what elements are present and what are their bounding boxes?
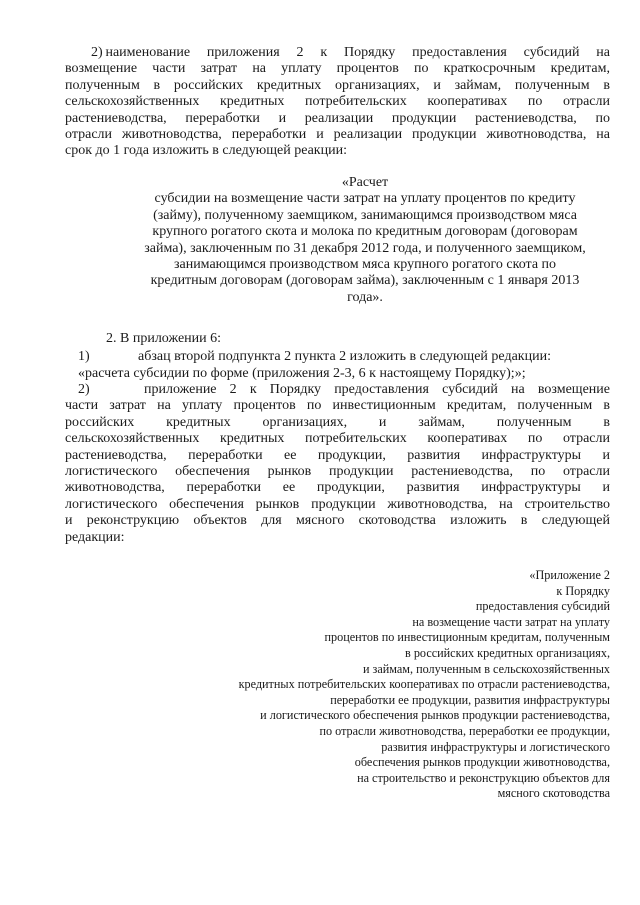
annex-line: процентов по инвестиционным кредитам, полученным — [324, 630, 610, 645]
paragraph-annex2-replacement — [65, 382, 610, 546]
text-line: срок до 1 года изложить в следующей реакции: — [65, 143, 347, 159]
annex-header — [190, 568, 610, 802]
text-line — [65, 382, 610, 398]
subitem-1-continuation: «расчета субсидии по форме (приложения 2-3, 6 к настоящему Порядку);»; — [78, 366, 526, 381]
text-line: логистического обеспечения рынков продукции растениеводства, по отрасли — [65, 464, 610, 480]
paragraph-annex2-title-change — [65, 45, 610, 160]
text-line: логистического обеспечения рынков продукции животноводства, на строительство — [65, 496, 610, 512]
title-line: «Расчет — [341, 175, 389, 190]
text-line: части затрат на уплату процентов по инвестиционным кредитам, полученным в — [65, 398, 610, 414]
annex-line: кредитных потребительских кооперативах по отрасли растениеводства, — [238, 677, 610, 692]
annex-line: и логистического обеспечения рынков продукции растениеводства, — [260, 708, 610, 723]
annex-line: в российских кредитных организациях, — [405, 645, 610, 660]
text-line: растениеводства, переработки ее продукции, развития инфраструктуры и — [65, 447, 610, 463]
annex-line: предоставления субсидий — [475, 599, 610, 614]
annex-line: к Порядку — [556, 583, 610, 598]
text-line: сельскохозяйственных кредитных потребительских кооперативах по отрасли — [65, 431, 610, 447]
title-line: займа), заключенным по 31 декабря 2012 года, и полученного заемщиком, — [144, 240, 586, 256]
subitem-text: абзац второй подпункта 2 пункта 2 изложить в следующей редакции: — [138, 349, 551, 364]
text-line: полученным в российских кредитных организациях, и займам, полученным в — [65, 77, 610, 93]
text-line: растениеводства, переработки и реализации продукции растениеводства, по — [65, 110, 610, 126]
annex-line: «Приложение 2 — [529, 568, 610, 582]
title-line: занимающимся производством мяса крупного рогатого скота по — [173, 257, 557, 273]
annex-line: и займам, полученным в сельскохозяйственных — [362, 661, 610, 676]
text-line: отрасли животноводства, переработки и реализации продукции животноводства, на — [65, 127, 610, 143]
annex-line: развития инфраструктуры и логистического — [381, 739, 610, 754]
text-line: возмещение части затрат на уплату процентов по краткосрочным кредитам, — [65, 61, 610, 77]
subitem-number: 2) — [78, 382, 90, 397]
text-line: и реконструкцию объектов для мясного скотоводства изложить в следующей — [65, 513, 610, 529]
text-line: сельскохозяйственных кредитных потребительских кооперативах по отрасли — [65, 94, 610, 110]
item-2-heading: 2. В приложении 6: — [106, 331, 222, 346]
title-line: кредитным договорам (договорам займа), заключенным с 1 января 2013 — [150, 273, 580, 289]
text-line: редакции: — [65, 529, 125, 545]
annex-line: мясного скотоводства — [497, 786, 610, 801]
annex-line: на возмещение части затрат на уплату — [412, 614, 610, 629]
text-line: российских кредитных организациях, и займам, полученным в — [65, 414, 610, 430]
title-line: крупного рогатого скота и молока по кредитным договорам (договорам — [152, 224, 578, 240]
title-line: года». — [347, 289, 383, 305]
title-line: субсидии на возмещение части затрат на уплату процентов по кредиту — [154, 191, 576, 207]
title-line: (займу), полученному заемщиком, занимающимся производством мяса — [153, 207, 577, 223]
subitem-text: приложение 2 к Порядку предоставления субсидий на возмещение — [144, 382, 610, 397]
text-line: 2) наименование приложения 2 к Порядку предоставления субсидий на — [91, 45, 610, 60]
annex-line: по отрасли животноводства, переработки ее продукции, — [319, 723, 610, 738]
text-line: животноводства, переработки ее продукции, развития инфраструктуры и — [65, 480, 610, 496]
subitem-1 — [78, 349, 610, 365]
calculation-title — [130, 175, 600, 306]
annex-line: переработки ее продукции, развития инфраструктуры — [330, 692, 610, 707]
subitem-number: 1) — [78, 349, 90, 364]
annex-line: обеспечения рынков продукции животноводства, — [354, 755, 610, 770]
annex-line: на строительство и реконструкцию объектов для — [357, 770, 610, 785]
